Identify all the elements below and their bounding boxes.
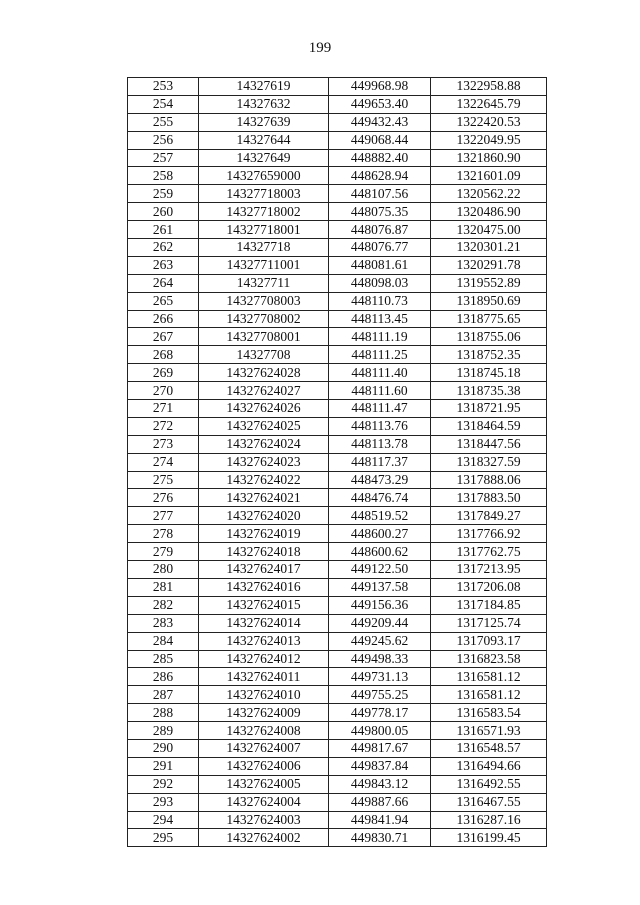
code-cell: 14327624023 xyxy=(199,453,329,471)
code-cell: 14327711001 xyxy=(199,256,329,274)
code-cell: 14327708001 xyxy=(199,328,329,346)
row-number-cell: 294 xyxy=(128,811,199,829)
row-number-cell: 295 xyxy=(128,829,199,847)
table-row xyxy=(128,346,547,364)
row-number-cell: 266 xyxy=(128,310,199,328)
code-cell: 14327624024 xyxy=(199,435,329,453)
y-coordinate-cell: 1316199.45 xyxy=(431,829,547,847)
y-coordinate-cell: 1321601.09 xyxy=(431,167,547,185)
y-coordinate-cell: 1320486.90 xyxy=(431,203,547,221)
table-row xyxy=(128,525,547,543)
code-cell: 14327639 xyxy=(199,113,329,131)
x-coordinate-cell: 448111.60 xyxy=(329,382,431,400)
x-coordinate-cell: 448111.40 xyxy=(329,364,431,382)
y-coordinate-cell: 1318464.59 xyxy=(431,417,547,435)
table-row xyxy=(128,364,547,382)
table-row xyxy=(128,739,547,757)
page-number: 199 xyxy=(308,40,332,56)
table-row xyxy=(128,453,547,471)
row-number-cell: 289 xyxy=(128,722,199,740)
y-coordinate-cell: 1317766.92 xyxy=(431,525,547,543)
row-number-cell: 270 xyxy=(128,382,199,400)
table-row xyxy=(128,507,547,525)
x-coordinate-cell: 448882.40 xyxy=(329,149,431,167)
x-coordinate-cell: 448081.61 xyxy=(329,256,431,274)
x-coordinate-cell: 448113.76 xyxy=(329,417,431,435)
row-number-cell: 277 xyxy=(128,507,199,525)
row-number-cell: 257 xyxy=(128,149,199,167)
table-row xyxy=(128,632,547,650)
row-number-cell: 265 xyxy=(128,292,199,310)
row-number-cell: 288 xyxy=(128,704,199,722)
x-coordinate-cell: 449800.05 xyxy=(329,722,431,740)
x-coordinate-cell: 449245.62 xyxy=(329,632,431,650)
x-coordinate-cell: 448111.47 xyxy=(329,400,431,418)
y-coordinate-cell: 1318447.56 xyxy=(431,435,547,453)
table-row xyxy=(128,596,547,614)
code-cell: 14327624021 xyxy=(199,489,329,507)
table-row xyxy=(128,203,547,221)
code-cell: 14327644 xyxy=(199,131,329,149)
row-number-cell: 278 xyxy=(128,525,199,543)
x-coordinate-cell: 448076.77 xyxy=(329,239,431,257)
row-number-cell: 281 xyxy=(128,578,199,596)
row-number-cell: 282 xyxy=(128,596,199,614)
code-cell: 14327649 xyxy=(199,149,329,167)
table-row xyxy=(128,328,547,346)
y-coordinate-cell: 1317762.75 xyxy=(431,543,547,561)
row-number-cell: 285 xyxy=(128,650,199,668)
table-row xyxy=(128,382,547,400)
row-number-cell: 280 xyxy=(128,561,199,579)
y-coordinate-cell: 1316494.66 xyxy=(431,757,547,775)
row-number-cell: 291 xyxy=(128,757,199,775)
x-coordinate-cell: 449137.58 xyxy=(329,578,431,596)
table-row xyxy=(128,113,547,131)
y-coordinate-cell: 1317125.74 xyxy=(431,614,547,632)
code-cell: 14327624013 xyxy=(199,632,329,650)
code-cell: 14327624009 xyxy=(199,704,329,722)
x-coordinate-cell: 449122.50 xyxy=(329,561,431,579)
x-coordinate-cell: 448098.03 xyxy=(329,274,431,292)
coordinates-table xyxy=(127,77,547,847)
x-coordinate-cell: 448117.37 xyxy=(329,453,431,471)
x-coordinate-cell: 449653.40 xyxy=(329,95,431,113)
table-row xyxy=(128,668,547,686)
code-cell: 14327624014 xyxy=(199,614,329,632)
y-coordinate-cell: 1318327.59 xyxy=(431,453,547,471)
y-coordinate-cell: 1318735.38 xyxy=(431,382,547,400)
y-coordinate-cell: 1318950.69 xyxy=(431,292,547,310)
x-coordinate-cell: 449068.44 xyxy=(329,131,431,149)
row-number-cell: 287 xyxy=(128,686,199,704)
code-cell: 14327624020 xyxy=(199,507,329,525)
code-cell: 14327624002 xyxy=(199,829,329,847)
table-row xyxy=(128,78,547,96)
code-cell: 14327624022 xyxy=(199,471,329,489)
code-cell: 14327624010 xyxy=(199,686,329,704)
y-coordinate-cell: 1320475.00 xyxy=(431,221,547,239)
y-coordinate-cell: 1316467.55 xyxy=(431,793,547,811)
code-cell: 14327718003 xyxy=(199,185,329,203)
x-coordinate-cell: 449887.66 xyxy=(329,793,431,811)
y-coordinate-cell: 1320301.21 xyxy=(431,239,547,257)
table-row xyxy=(128,775,547,793)
code-cell: 14327624025 xyxy=(199,417,329,435)
code-cell: 14327624011 xyxy=(199,668,329,686)
x-coordinate-cell: 449498.33 xyxy=(329,650,431,668)
y-coordinate-cell: 1316287.16 xyxy=(431,811,547,829)
row-number-cell: 262 xyxy=(128,239,199,257)
y-coordinate-cell: 1318752.35 xyxy=(431,346,547,364)
code-cell: 14327624026 xyxy=(199,400,329,418)
table-row xyxy=(128,310,547,328)
table-row xyxy=(128,239,547,257)
table-body xyxy=(128,78,547,847)
table-row xyxy=(128,417,547,435)
code-cell: 14327632 xyxy=(199,95,329,113)
code-cell: 14327718002 xyxy=(199,203,329,221)
code-cell: 14327624027 xyxy=(199,382,329,400)
table-row xyxy=(128,292,547,310)
row-number-cell: 259 xyxy=(128,185,199,203)
row-number-cell: 269 xyxy=(128,364,199,382)
y-coordinate-cell: 1317184.85 xyxy=(431,596,547,614)
row-number-cell: 279 xyxy=(128,543,199,561)
row-number-cell: 283 xyxy=(128,614,199,632)
table-row xyxy=(128,614,547,632)
y-coordinate-cell: 1316492.55 xyxy=(431,775,547,793)
x-coordinate-cell: 448111.19 xyxy=(329,328,431,346)
x-coordinate-cell: 448600.62 xyxy=(329,543,431,561)
y-coordinate-cell: 1321860.90 xyxy=(431,149,547,167)
y-coordinate-cell: 1320291.78 xyxy=(431,256,547,274)
x-coordinate-cell: 449156.36 xyxy=(329,596,431,614)
y-coordinate-cell: 1316581.12 xyxy=(431,686,547,704)
x-coordinate-cell: 448113.45 xyxy=(329,310,431,328)
row-number-cell: 256 xyxy=(128,131,199,149)
table-row xyxy=(128,811,547,829)
x-coordinate-cell: 449968.98 xyxy=(329,78,431,96)
code-cell: 14327659000 xyxy=(199,167,329,185)
table-row xyxy=(128,578,547,596)
row-number-cell: 255 xyxy=(128,113,199,131)
y-coordinate-cell: 1322958.88 xyxy=(431,78,547,96)
table-row xyxy=(128,686,547,704)
table-row xyxy=(128,650,547,668)
row-number-cell: 253 xyxy=(128,78,199,96)
y-coordinate-cell: 1322049.95 xyxy=(431,131,547,149)
table-row xyxy=(128,704,547,722)
row-number-cell: 260 xyxy=(128,203,199,221)
code-cell: 14327624006 xyxy=(199,757,329,775)
row-number-cell: 286 xyxy=(128,668,199,686)
code-cell: 14327708 xyxy=(199,346,329,364)
code-cell: 14327624012 xyxy=(199,650,329,668)
code-cell: 14327624018 xyxy=(199,543,329,561)
table-row xyxy=(128,400,547,418)
y-coordinate-cell: 1322645.79 xyxy=(431,95,547,113)
y-coordinate-cell: 1318721.95 xyxy=(431,400,547,418)
table-row xyxy=(128,561,547,579)
code-cell: 14327624028 xyxy=(199,364,329,382)
x-coordinate-cell: 449817.67 xyxy=(329,739,431,757)
code-cell: 14327711 xyxy=(199,274,329,292)
code-cell: 14327624007 xyxy=(199,739,329,757)
x-coordinate-cell: 449755.25 xyxy=(329,686,431,704)
code-cell: 14327619 xyxy=(199,78,329,96)
x-coordinate-cell: 448519.52 xyxy=(329,507,431,525)
code-cell: 14327624019 xyxy=(199,525,329,543)
table-row xyxy=(128,95,547,113)
x-coordinate-cell: 449837.84 xyxy=(329,757,431,775)
code-cell: 14327624003 xyxy=(199,811,329,829)
code-cell: 14327624015 xyxy=(199,596,329,614)
row-number-cell: 272 xyxy=(128,417,199,435)
row-number-cell: 273 xyxy=(128,435,199,453)
row-number-cell: 267 xyxy=(128,328,199,346)
table-row xyxy=(128,221,547,239)
y-coordinate-cell: 1317849.27 xyxy=(431,507,547,525)
y-coordinate-cell: 1316581.12 xyxy=(431,668,547,686)
y-coordinate-cell: 1322420.53 xyxy=(431,113,547,131)
code-cell: 14327624008 xyxy=(199,722,329,740)
table-row xyxy=(128,149,547,167)
row-number-cell: 290 xyxy=(128,739,199,757)
row-number-cell: 274 xyxy=(128,453,199,471)
x-coordinate-cell: 448628.94 xyxy=(329,167,431,185)
table-row xyxy=(128,471,547,489)
y-coordinate-cell: 1317206.08 xyxy=(431,578,547,596)
y-coordinate-cell: 1316583.54 xyxy=(431,704,547,722)
code-cell: 14327624004 xyxy=(199,793,329,811)
x-coordinate-cell: 449841.94 xyxy=(329,811,431,829)
x-coordinate-cell: 449843.12 xyxy=(329,775,431,793)
row-number-cell: 258 xyxy=(128,167,199,185)
x-coordinate-cell: 449209.44 xyxy=(329,614,431,632)
x-coordinate-cell: 448600.27 xyxy=(329,525,431,543)
table-row xyxy=(128,185,547,203)
x-coordinate-cell: 449778.17 xyxy=(329,704,431,722)
table-row xyxy=(128,793,547,811)
row-number-cell: 263 xyxy=(128,256,199,274)
table-row xyxy=(128,489,547,507)
y-coordinate-cell: 1317213.95 xyxy=(431,561,547,579)
table-row xyxy=(128,256,547,274)
code-cell: 14327718 xyxy=(199,239,329,257)
row-number-cell: 264 xyxy=(128,274,199,292)
row-number-cell: 292 xyxy=(128,775,199,793)
code-cell: 14327718001 xyxy=(199,221,329,239)
y-coordinate-cell: 1316548.57 xyxy=(431,739,547,757)
table-row xyxy=(128,829,547,847)
table-row xyxy=(128,274,547,292)
row-number-cell: 268 xyxy=(128,346,199,364)
x-coordinate-cell: 449731.13 xyxy=(329,668,431,686)
x-coordinate-cell: 448111.25 xyxy=(329,346,431,364)
x-coordinate-cell: 448113.78 xyxy=(329,435,431,453)
row-number-cell: 271 xyxy=(128,400,199,418)
y-coordinate-cell: 1318755.06 xyxy=(431,328,547,346)
y-coordinate-cell: 1317093.17 xyxy=(431,632,547,650)
row-number-cell: 276 xyxy=(128,489,199,507)
table-row xyxy=(128,131,547,149)
y-coordinate-cell: 1320562.22 xyxy=(431,185,547,203)
x-coordinate-cell: 448075.35 xyxy=(329,203,431,221)
y-coordinate-cell: 1318775.65 xyxy=(431,310,547,328)
code-cell: 14327624017 xyxy=(199,561,329,579)
table-row xyxy=(128,167,547,185)
row-number-cell: 275 xyxy=(128,471,199,489)
x-coordinate-cell: 448473.29 xyxy=(329,471,431,489)
x-coordinate-cell: 449830.71 xyxy=(329,829,431,847)
x-coordinate-cell: 448076.87 xyxy=(329,221,431,239)
x-coordinate-cell: 448476.74 xyxy=(329,489,431,507)
y-coordinate-cell: 1316571.93 xyxy=(431,722,547,740)
code-cell: 14327708002 xyxy=(199,310,329,328)
y-coordinate-cell: 1318745.18 xyxy=(431,364,547,382)
y-coordinate-cell: 1319552.89 xyxy=(431,274,547,292)
row-number-cell: 284 xyxy=(128,632,199,650)
row-number-cell: 261 xyxy=(128,221,199,239)
y-coordinate-cell: 1317883.50 xyxy=(431,489,547,507)
x-coordinate-cell: 448110.73 xyxy=(329,292,431,310)
table-row xyxy=(128,435,547,453)
row-number-cell: 254 xyxy=(128,95,199,113)
row-number-cell: 293 xyxy=(128,793,199,811)
table-row xyxy=(128,722,547,740)
y-coordinate-cell: 1316823.58 xyxy=(431,650,547,668)
x-coordinate-cell: 449432.43 xyxy=(329,113,431,131)
code-cell: 14327624016 xyxy=(199,578,329,596)
x-coordinate-cell: 448107.56 xyxy=(329,185,431,203)
table-row xyxy=(128,757,547,775)
table-row xyxy=(128,543,547,561)
code-cell: 14327624005 xyxy=(199,775,329,793)
y-coordinate-cell: 1317888.06 xyxy=(431,471,547,489)
code-cell: 14327708003 xyxy=(199,292,329,310)
